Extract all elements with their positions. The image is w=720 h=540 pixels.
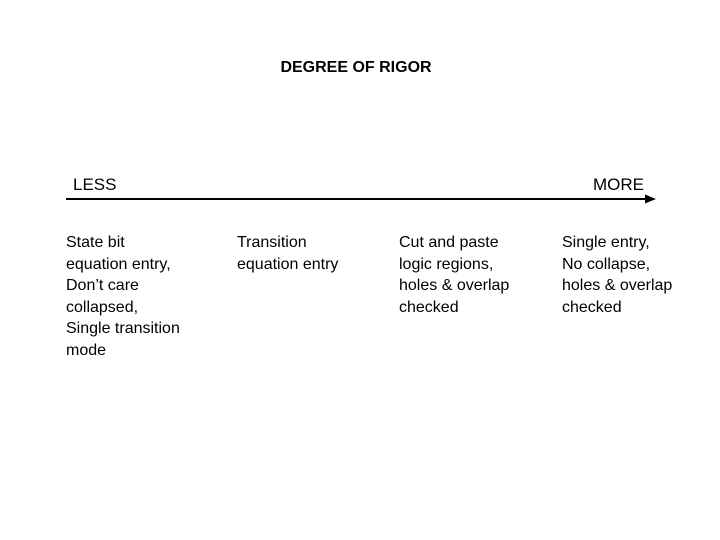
- axis-arrowhead: [645, 195, 656, 204]
- level-column-1: [66, 232, 216, 362]
- level-3-line: checked: [399, 298, 459, 316]
- level-1-line: Single transition: [66, 320, 180, 338]
- level-column-4: [562, 232, 712, 318]
- level-1-line: mode: [66, 341, 107, 359]
- level-3-line: holes & overlap: [399, 277, 510, 295]
- level-column-2: [237, 232, 377, 275]
- level-4-line: No collapse,: [562, 255, 651, 273]
- more-label: MORE: [593, 175, 644, 194]
- level-1-line: collapsed,: [66, 298, 139, 316]
- level-2-line: Transition: [237, 234, 307, 251]
- level-4-line: Single entry,: [562, 234, 650, 251]
- level-1-line: Don’t care: [66, 277, 139, 295]
- level-column-3: [399, 232, 549, 318]
- level-2-line: equation entry: [237, 255, 339, 273]
- level-3-line: logic regions,: [399, 255, 494, 273]
- diagram-title: DEGREE OF RIGOR: [280, 59, 432, 76]
- less-label: LESS: [73, 175, 117, 194]
- level-4-line: holes & overlap: [562, 277, 673, 295]
- level-4-line: checked: [562, 298, 622, 316]
- level-1-line: State bit: [66, 234, 125, 251]
- level-3-line: Cut and paste: [399, 234, 499, 251]
- level-1-line: equation entry,: [66, 255, 171, 273]
